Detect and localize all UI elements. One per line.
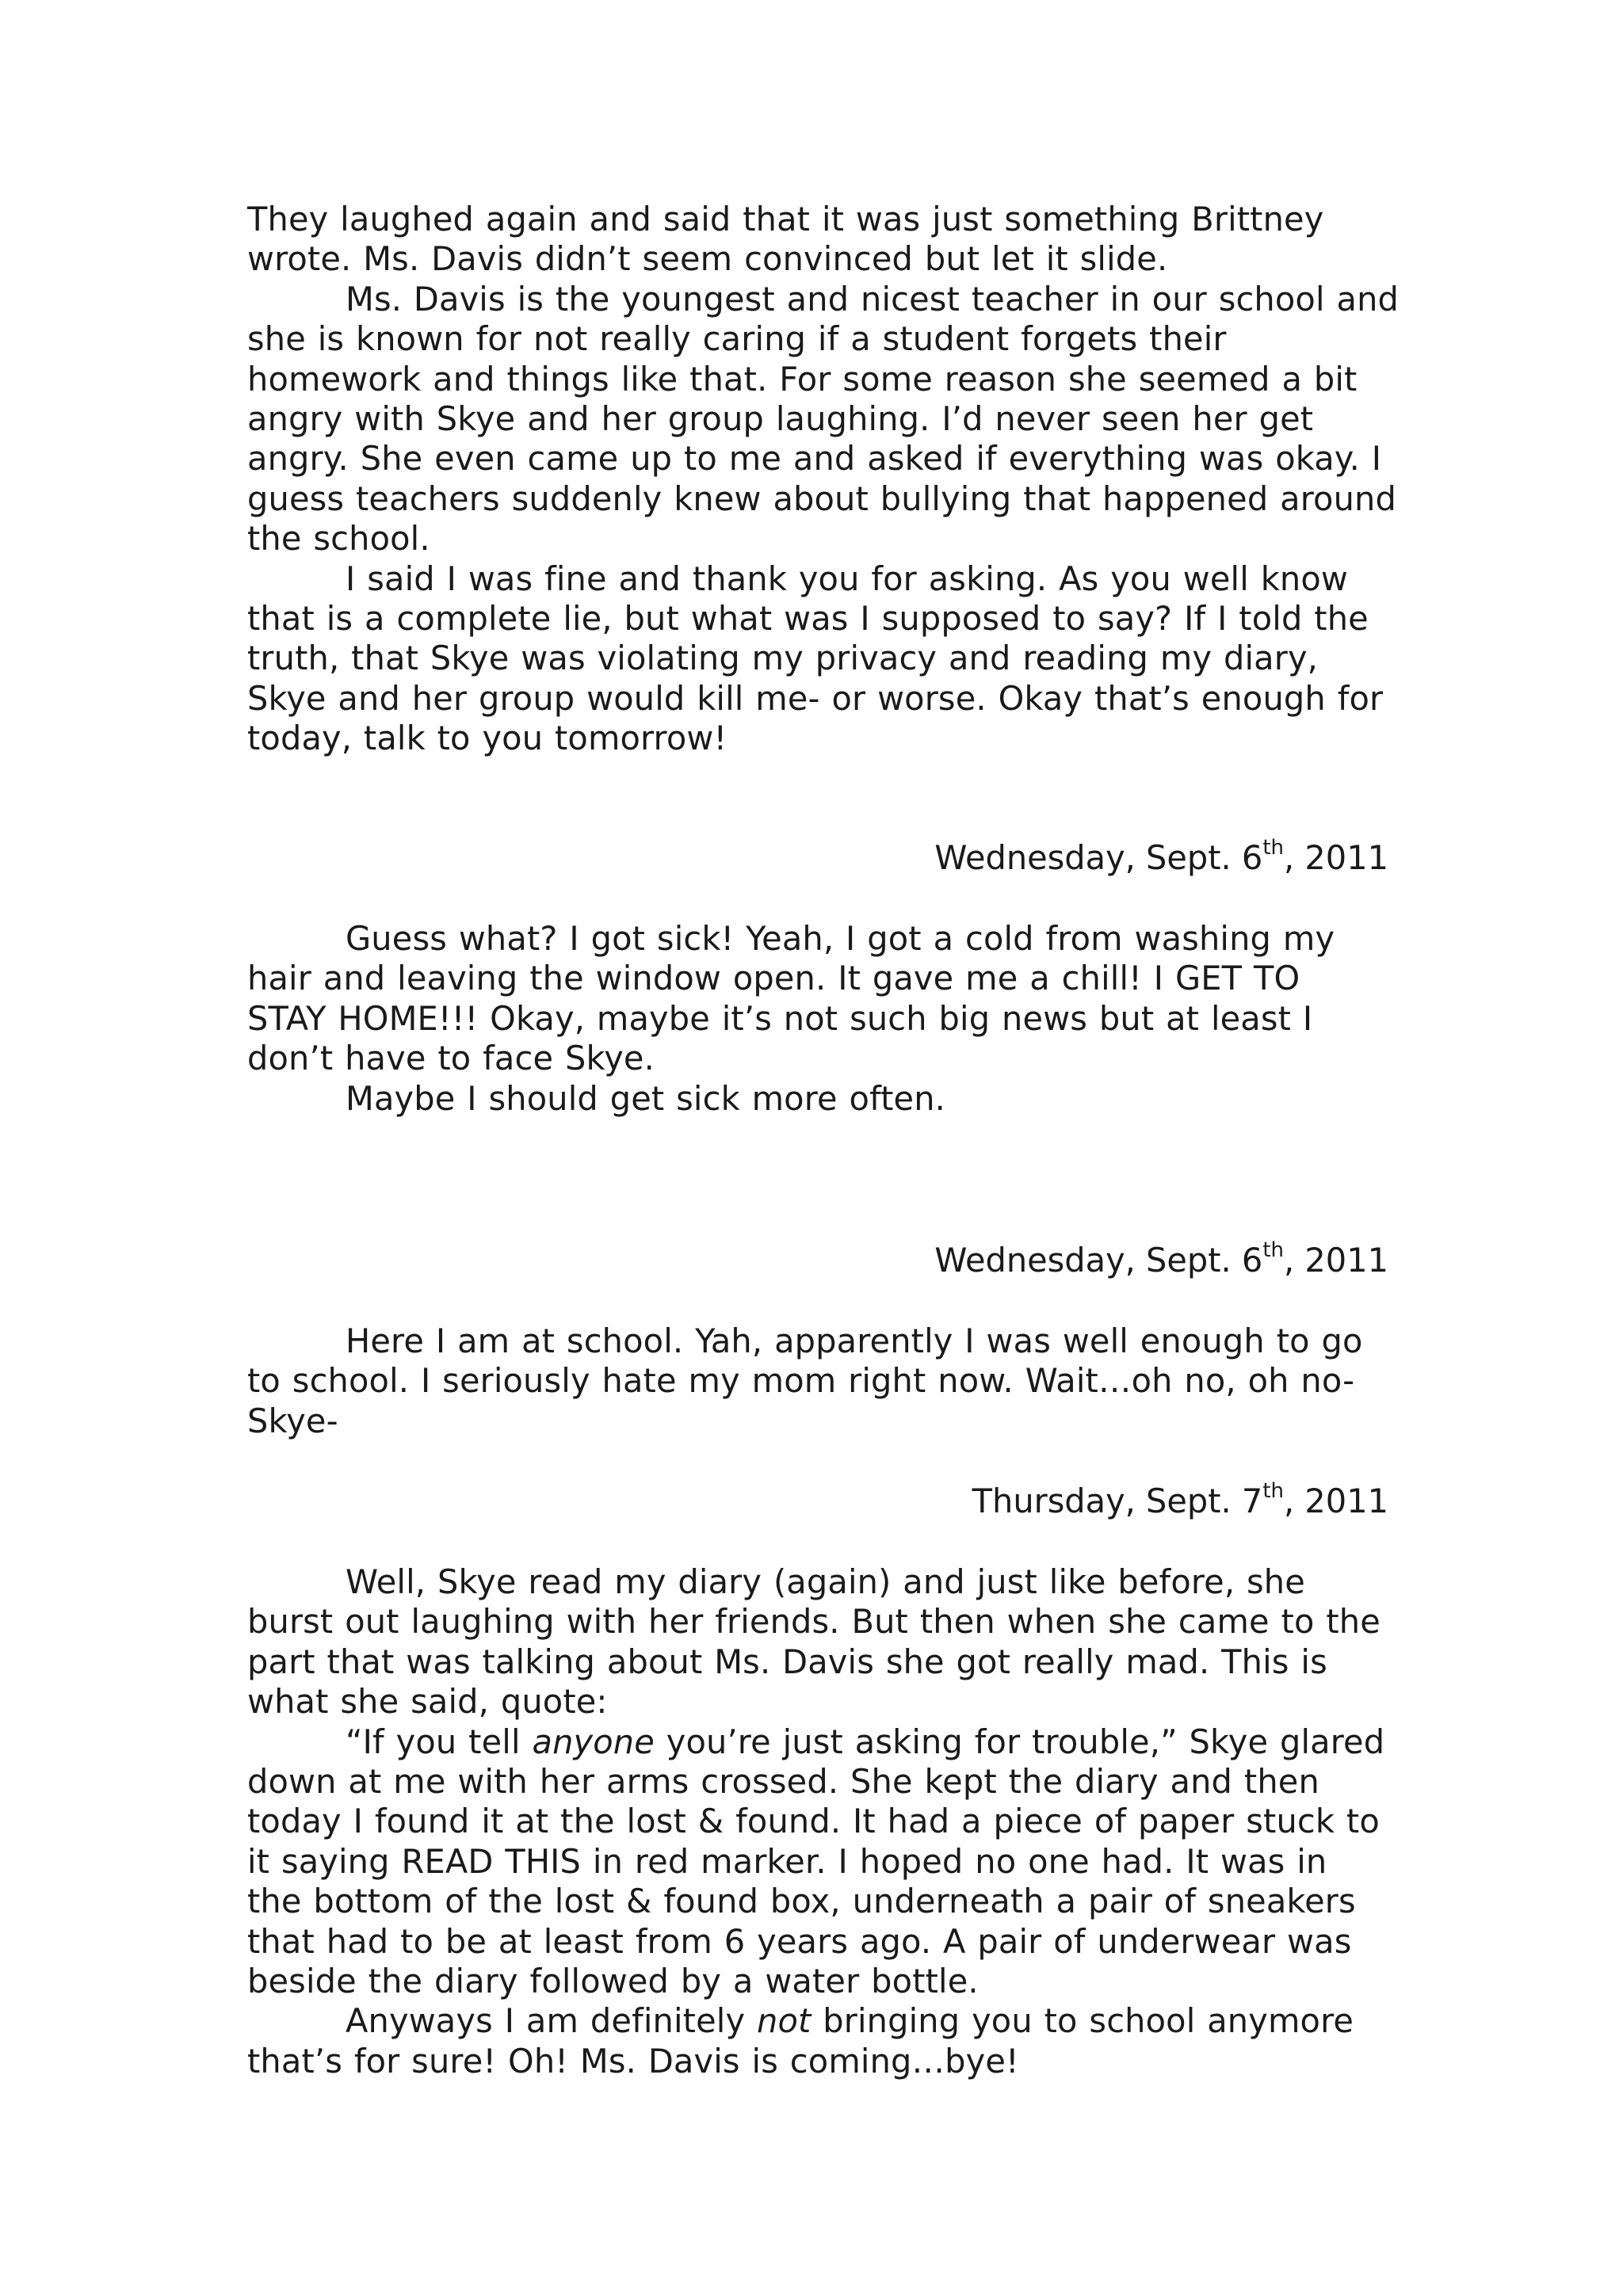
text-run: “If you tell bbox=[346, 1722, 533, 1761]
date-ordinal: th bbox=[1262, 836, 1284, 860]
text-line: part that was talking about Ms. Davis she got really mad. This is bbox=[247, 1642, 1327, 1681]
text-line: angry with Skye and her group laughing. I’d never seen her get bbox=[247, 399, 1314, 439]
date-year: , 2011 bbox=[1284, 1241, 1388, 1280]
text-line: the school. bbox=[247, 519, 430, 559]
date-text: Wednesday, Sept. 6 bbox=[934, 838, 1263, 877]
text-line: homework and things like that. For some reason she seemed a bit bbox=[247, 359, 1358, 399]
text-line: today I found it at the lost & found. It had a piece of paper stuck to bbox=[247, 1802, 1380, 1841]
entry-date bbox=[247, 1238, 1388, 1280]
continuation-text bbox=[247, 200, 1400, 759]
text-line: truth, that Skye was violating my privacy and reading my diary, bbox=[247, 639, 1319, 678]
entry-date bbox=[247, 1479, 1388, 1521]
date-year: , 2011 bbox=[1284, 1482, 1388, 1520]
text-line: beside the diary followed by a water bottle. bbox=[247, 1962, 979, 2001]
text-line: the bottom of the lost & found box, underneath a pair of sneakers bbox=[247, 1882, 1356, 1921]
entry-body bbox=[247, 919, 1388, 1119]
text-line: hair and leaving the window open. It gave me a chill! I GET TO bbox=[247, 959, 1300, 998]
text-line: today, talk to you tomorrow! bbox=[247, 719, 727, 758]
text-line: I said I was fine and thank you for asking. As you well know bbox=[346, 559, 1349, 598]
text-run: you’re just asking for trouble,” Skye glared bbox=[654, 1722, 1385, 1761]
text-line: They laughed again and said that it was just something Brittney bbox=[247, 200, 1324, 238]
date-ordinal: th bbox=[1262, 1238, 1284, 1263]
text-line: Guess what? I got sick! Yeah, I got a cold from washing my bbox=[346, 919, 1335, 958]
text-line: that had to be at least from 6 years ago. A pair of underwear was bbox=[247, 1921, 1352, 1961]
text-line: angry. She even came up to me and asked if everything was okay. I bbox=[247, 439, 1382, 479]
text-line: Skye and her group would kill me- or worse. Okay that’s enough for bbox=[247, 678, 1384, 718]
text-line: what she said, quote: bbox=[247, 1682, 608, 1722]
text-line bbox=[247, 1722, 1388, 1762]
text-run: bringing you to school anymore bbox=[811, 2001, 1354, 2041]
date-ordinal: th bbox=[1262, 1479, 1284, 1504]
entry-body bbox=[247, 1562, 1388, 2081]
date-text: Wednesday, Sept. 6 bbox=[934, 1241, 1263, 1280]
text-line bbox=[247, 2001, 1388, 2041]
text-line: to school. I seriously hate my mom right now. Wait…oh no, oh no- bbox=[247, 1361, 1355, 1401]
text-line: it saying READ THIS in red marker. I hoped no one had. It was in bbox=[247, 1841, 1327, 1881]
text-line: she is known for not really caring if a student forgets their bbox=[247, 319, 1227, 359]
text-line: burst out laughing with her friends. But then when she came to the bbox=[247, 1602, 1381, 1642]
text-line: STAY HOME!!! Okay, maybe it’s not such big news but at least I bbox=[247, 998, 1313, 1038]
entry-date bbox=[247, 838, 1388, 878]
text-line: down at me with her arms crossed. She kept the diary and then bbox=[247, 1762, 1319, 1802]
emphasis-text: not bbox=[757, 2001, 812, 2041]
date-year: , 2011 bbox=[1284, 838, 1388, 877]
text-line: Ms. Davis is the youngest and nicest teacher in our school and bbox=[346, 279, 1400, 318]
text-line: guess teachers suddenly knew about bullying that happened around bbox=[247, 479, 1396, 518]
text-line: Well, Skye read my diary (again) and just like before, she bbox=[346, 1562, 1305, 1601]
date-text: Thursday, Sept. 7 bbox=[972, 1482, 1263, 1520]
text-line: Maybe I should get sick more often. bbox=[346, 1078, 946, 1118]
text-line: wrote. Ms. Davis didn’t seem convinced but let it slide. bbox=[247, 239, 1168, 279]
text-line: don’t have to face Skye. bbox=[247, 1039, 655, 1078]
text-line: Skye- bbox=[247, 1401, 338, 1440]
text-run: Anyways I am definitely bbox=[346, 2001, 758, 2041]
text-line: that is a complete lie, but what was I supposed to say? If I told the bbox=[247, 599, 1369, 639]
text-line: that’s for sure! Oh! Ms. Davis is coming…bye! bbox=[247, 2041, 1019, 2081]
entry-body bbox=[247, 1322, 1388, 1441]
emphasis-text: anyone bbox=[532, 1722, 655, 1761]
text-line: Here I am at school. Yah, apparently I was well enough to go bbox=[346, 1322, 1363, 1360]
